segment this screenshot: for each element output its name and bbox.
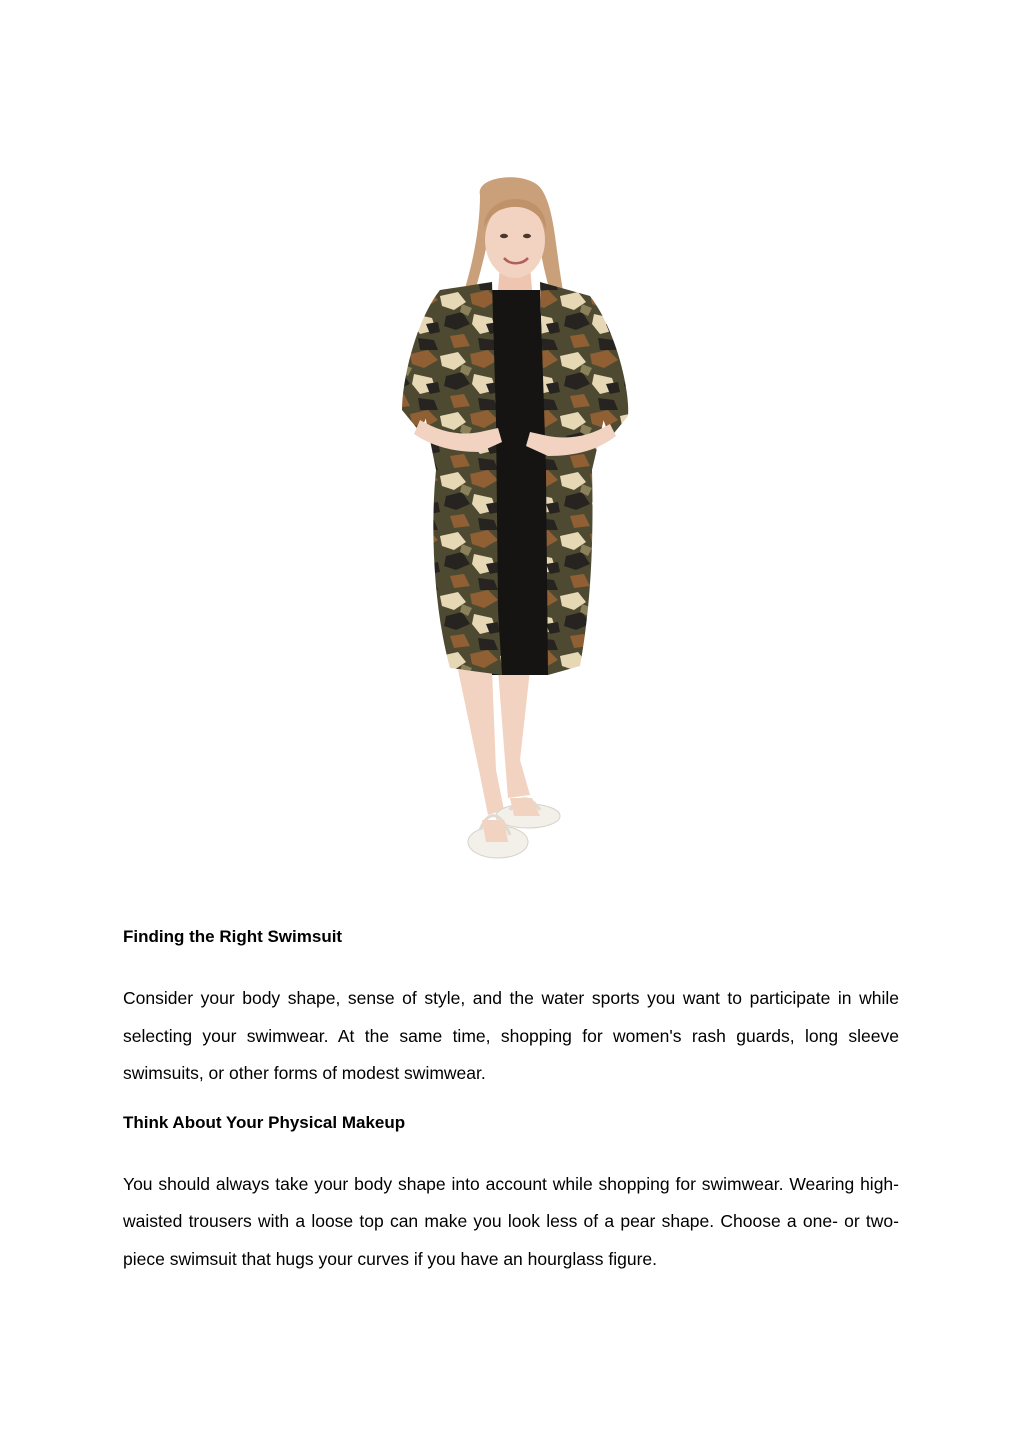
article-content xyxy=(123,925,899,1278)
section-paragraph: You should always take your body shape into account while shopping for swimwear. Wearing high-waisted trousers with a loose top can make you look less of a pear shape. Choose a one- or two-piece swimsuit that hugs your curves if you have an hourglass figure. xyxy=(123,1173,899,1269)
section-heading: Think About Your Physical Makeup xyxy=(123,1112,406,1132)
section-paragraph: Consider your body shape, sense of style, and the water sports you want to participate in while selecting your swimwear. At the same time, shopping for women's rash guards, long sleeve swimsuits, or other forms of modest swimwear. xyxy=(123,988,899,1083)
section-heading: Finding the Right Swimsuit xyxy=(123,927,343,946)
woman-in-camouflage-cardigan-photo xyxy=(380,170,650,870)
product-photo xyxy=(380,170,650,870)
